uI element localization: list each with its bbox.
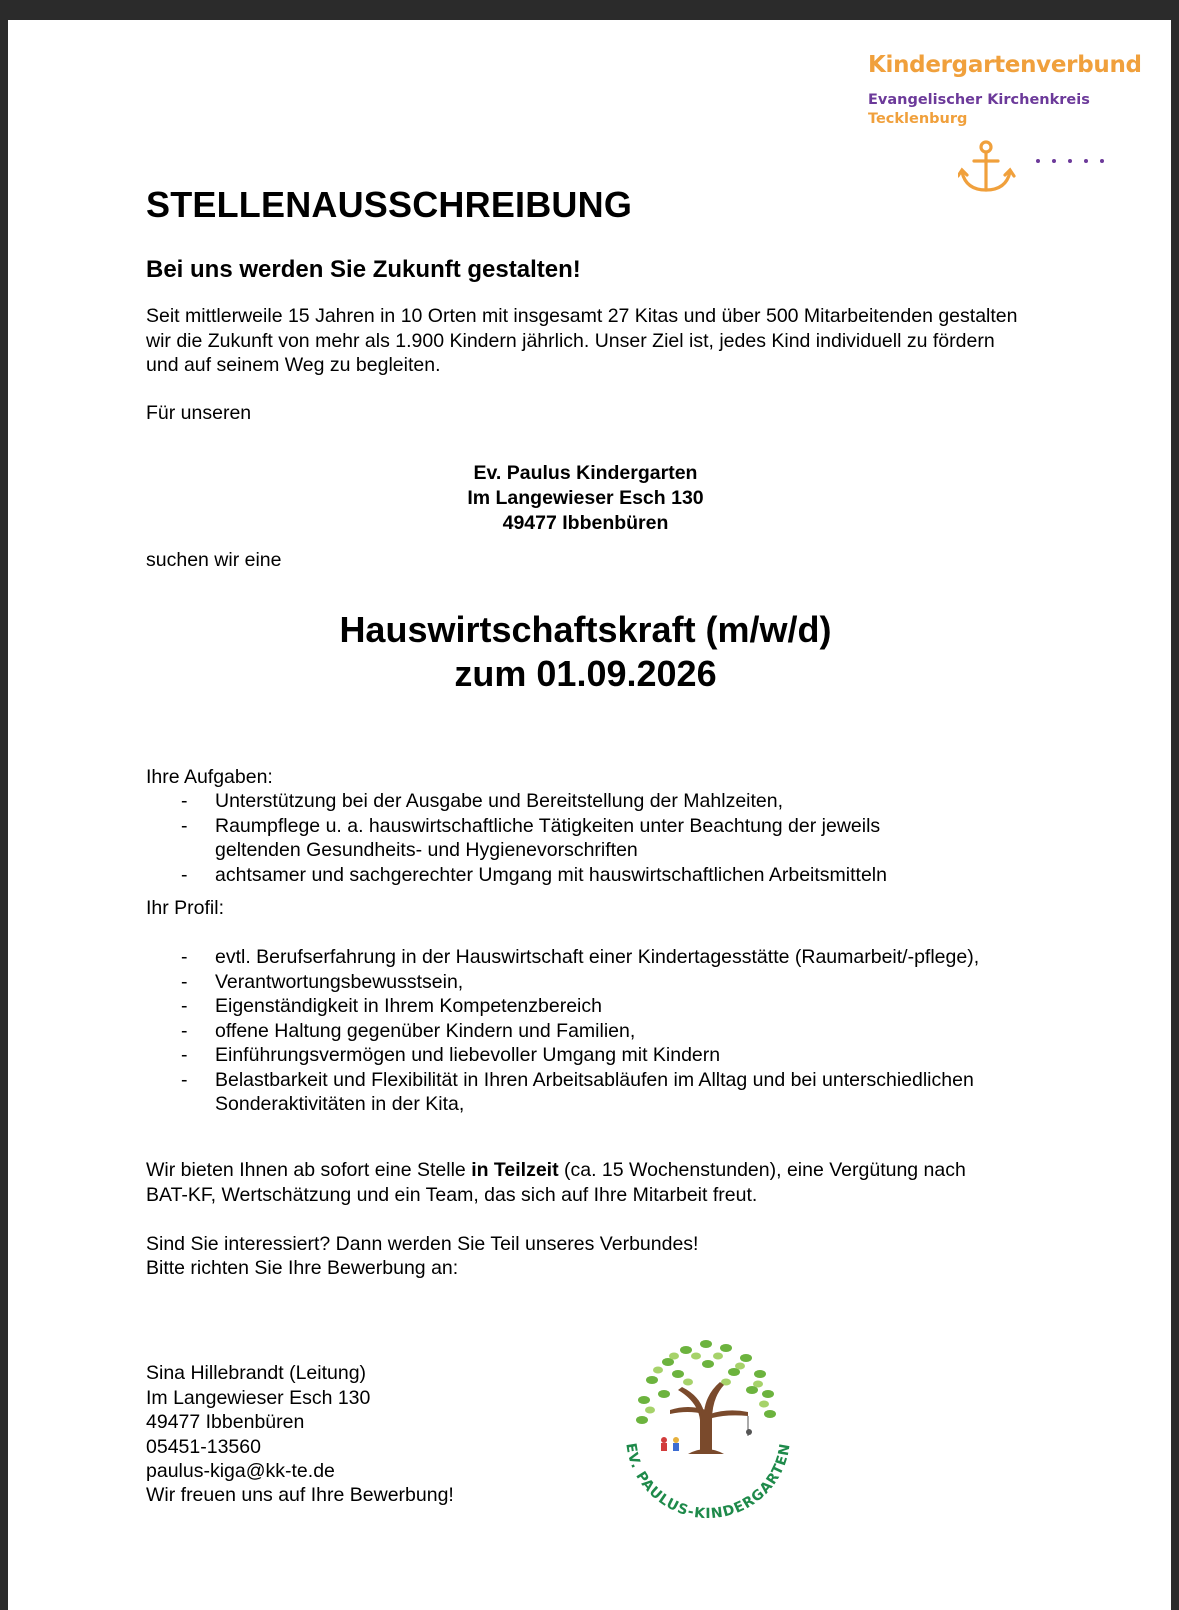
- offer-text-end: (ca. 15 Wochenstunden), eine Vergütung nach BAT-KF, Wertschätzung und ein Team, das sich auf Ihre Mitarbeit freut.: [146, 1159, 966, 1206]
- anchor-icon: [958, 138, 1108, 200]
- logo-subtitle-1: Evangelischer Kirchenkreis: [868, 92, 1090, 108]
- list-item: - achtsamer und sachgerechter Umgang mit hauswirtschaftlichen Arbeitsmitteln: [146, 863, 946, 888]
- job-start-date: zum 01.09.2026: [454, 653, 717, 694]
- logo-subtitle-2: Tecklenburg: [868, 111, 968, 127]
- offer-text-emphasis: in Teilzeit: [471, 1159, 559, 1181]
- list-item: - Einführungsvermögen und liebevoller Umgang mit Kindern: [146, 1043, 986, 1068]
- list-item: - Raumpflege u. a. hauswirtschaftliche Tätigkeiten unter Beachtung der jeweils geltenden Gesundheits- und Hygienevorschriften: [146, 814, 946, 863]
- facility-street: Im Langewieser Esch 130: [467, 487, 704, 509]
- offer-text: [146, 1158, 1006, 1207]
- facility-name: Ev. Paulus Kindergarten: [473, 462, 698, 484]
- closing-line-1: Sind Sie interessiert? Dann werden Sie Teil unseres Verbundes!: [146, 1233, 699, 1255]
- contact-phone: 05451-13560: [146, 1435, 261, 1458]
- profile-list: [146, 945, 986, 1117]
- job-title: Hauswirtschaftskraft (m/w/d): [339, 609, 832, 650]
- list-item: - Verantwortungsbewusstsein,: [146, 970, 986, 995]
- list-item: - Eigenständigkeit in Ihrem Kompetenzbereich: [146, 994, 986, 1019]
- tasks-label: Ihre Aufgaben:: [146, 766, 273, 788]
- contact-block: [146, 1361, 370, 1484]
- facility-city: 49477 Ibbenbüren: [502, 512, 669, 534]
- list-item: - Belastbarkeit und Flexibilität in Ihren Arbeitsabläufen im Alltag und bei unterschiedlichen Sonderaktivitäten in der Kita,: [146, 1068, 986, 1117]
- contact-name: Sina Hillebrandt (Leitung): [146, 1362, 367, 1384]
- contact-street: Im Langewieser Esch 130: [146, 1386, 371, 1409]
- contact-city: 49477 Ibbenbüren: [146, 1411, 305, 1433]
- document-page: [8, 20, 1171, 1610]
- search-label: suchen wir eine: [146, 549, 282, 571]
- facility-block: [8, 461, 1171, 536]
- kita-logo-text: EV. PAULUS-KINDERGARTEN: [622, 1441, 794, 1522]
- logo-title: Kindergartenverbund: [868, 52, 1142, 78]
- farewell-text: Wir freuen uns auf Ihre Bewerbung!: [146, 1484, 454, 1506]
- page-title: STELLENAUSSCHREIBUNG: [146, 184, 633, 225]
- intro-text: Seit mittlerweile 15 Jahren in 10 Orten mit insgesamt 27 Kitas und über 500 Mitarbeitenden gestalten wir die Zukunft von mehr als 1.900 Kindern jährlich. Unser Ziel ist, jedes Kind individuell zu fördern und auf seinem Weg zu begleiten.: [146, 305, 1018, 376]
- list-item: - Unterstützung bei der Ausgabe und Bereitstellung der Mahlzeiten,: [146, 789, 946, 814]
- page-subtitle: Bei uns werden Sie Zukunft gestalten!: [146, 256, 581, 283]
- for-label: Für unseren: [146, 402, 252, 424]
- tree-icon: [608, 1332, 808, 1522]
- list-item: - evtl. Berufserfahrung in der Hauswirtschaft einer Kindertagesstätte (Raumarbeit/-pflege),: [146, 945, 986, 970]
- job-block: [8, 608, 1171, 696]
- contact-email[interactable]: paulus-kiga@kk-te.de: [146, 1460, 335, 1482]
- offer-text-start: Wir bieten Ihnen ab sofort eine Stelle: [146, 1159, 472, 1181]
- closing-line-2: Bitte richten Sie Ihre Bewerbung an:: [146, 1257, 459, 1279]
- tasks-list: [146, 789, 946, 887]
- profile-label: Ihr Profil:: [146, 897, 225, 919]
- list-item: - offene Haltung gegenüber Kindern und Familien,: [146, 1019, 986, 1044]
